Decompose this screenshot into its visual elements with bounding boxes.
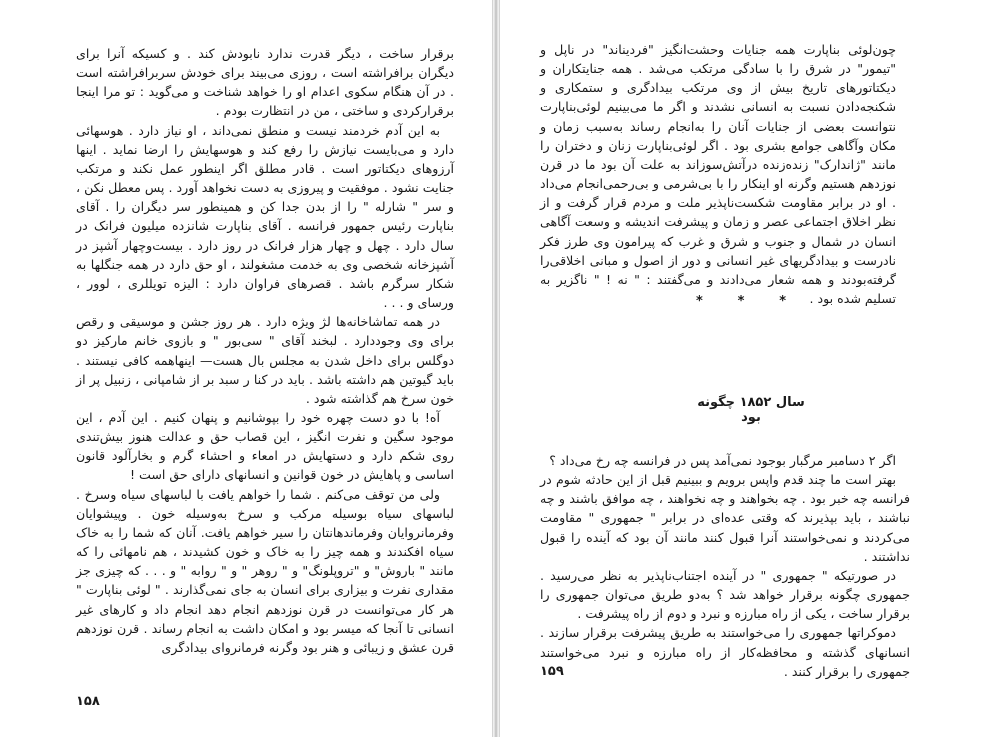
separator-mark: * <box>737 294 745 309</box>
paragraph: آه! با دو دست چهره خود را بپوشانیم و پنهان کنیم . این آدم ، این موجود سگین و نفرت انگیز ، این قصاب حق و عدالت هنوز بیش‌تندی روی شکم دارد و دستهایش در امعاء و احشاء گرم و بخارآلود قانون اساسی و پاهایش در خون قوانین و انسانهای دارای حق است ! <box>76 409 454 483</box>
page-number: ۱۵۸ <box>76 694 100 709</box>
right-page-body-bottom <box>540 451 910 681</box>
right-page-body-top <box>540 40 896 308</box>
paragraph: ولی من توقف می‌کنم . شما را خواهم یافت با لباسهای سیاه وسرخ . لباسهای سیاه بوسیله مرکب و سرخ به‌وسیله خون . وپیشوایان وفرمانروایان وفرماندهانتان را سیر خواهم یافت. آنان که شما را به خاک سیاه افکندند و همه چیز را به خاک و خون کشیدند ، هم نامهائی را که مانند " باروش" و "تروپلونگ" و " روهر " و " روابه " و . . . که چیزی جز مقداری نفرت و بیزاری برای انسان به جای نمی‌گذارند . " لوئی بناپارت " هر کار می‌توانست در قرن نوزدهم انجام دهد انجام داد و کارهای غیر انسانی تا آنجا که میسر بود و امکان داشت به انجام رساند . قرن نوزدهم قرن عشق و زیبائی و هنر بود وگرنه فرمانروای بیدادگری <box>76 486 454 655</box>
separator-mark: * <box>779 294 786 309</box>
right-page <box>500 0 992 737</box>
paragraph: اگر ۲ دسامبر مرگبار بوجود نمی‌آمد پس در فرانسه چه رخ می‌داد ؟ <box>549 453 896 468</box>
paragraph: دموکراتها جمهوری را می‌خواستند به طریق پیشرفت برقرار سازند . انسانهای گذشته و محافظه‌کار از راه مبارزه و نبرد می‌خواستند جمهوری را برقرار کنند . <box>540 625 910 679</box>
paragraph: برقرار ساخت ، دیگر قدرت ندارد نابودش کند . و کسیکه آنرا برای دیگران برافراشته است ، روزی می‌بیند برای خودش سربرافراشته است . در آن هنگام سکوی اعدام او را خواهد شناخت و می‌گوید : تو مرا اینجا برقرارکردی و ساختی ، من در انتظارت بودم . <box>76 46 454 119</box>
paragraph: به این آدم خردمند نیست و منطق نمی‌داند ، او نیاز دارد . هوسهائی دارد و می‌بایست نیازش را رفع کند و هوسهایش را ارضا نماید . اینها آرزوهای دیکتاتور است . قادر مطلق اگر اینطور عمل نکند و مرتکب جنایت نشود . موفقیت و پیروزی به دست نخواهد آورد . پس معطل نکن ، و سر " شارله " را از بدن جدا کن و همینطور سر دیگران را . آقای بناپارت رئیس جمهور فرانسه . آقای بناپارت شانزده میلیون فرانک در سال دارد . چهل و چهار هزار فرانک در روز دارد . بیست‌وچهار آشپز در آشپزخانه شخصی وی به خدمت مشغولند ، او حق دارد در همه جنگلها به شکار سرگرم باشد . قصرهای فراوان دارد : الیزه تویللری ، لوور ، ورسای و . . . <box>76 122 454 311</box>
paragraph: بهتر است ما چند قدم واپس برویم و ببینیم قبل از این حادثه شوم در فرانسه چه خبر بود . چه بخواهند و چه نخواهند ، چه موافق باشند و چه نباشند ، باید بپذیرند که وقتی عده‌ای در برابر " جمهوری " مقاومت می‌کردند و نمی‌خواستند آنرا قبول کنند مانند آن بود که آینده را قبول نداشتند . <box>540 472 910 564</box>
section-separator <box>696 294 786 309</box>
paragraph: چون‌لوئی بناپارت همه جنایات وحشت‌انگیز "فردیناند" در ناپل و "تیمور" در شرق را با سادگی مرتکب می‌شد . همه جنایتکاران و دیکتاتورهای تاریخ بیش از وی مرتکب بیدادگری و ستمکاری و شکنجه‌دادن نسبت به انسانی نشدند و اگر ما می‌بینیم لوئی‌بناپارت نتوانست بعضی از جنایات آنان را به‌انجام رساند به‌سبب زمان و مکان وآگاهی جوامع بشری بود . اگر لوئی‌بناپارت زنان و دختران را مانند "ژاندارک" زنده‌زنده درآتش‌سوزاند به علت آن بود ما در قرن نوزدهم هستیم وگرنه او اینکار را با بی‌شرمی و بی‌رحمی‌انجام می‌داد . او در برابر مقاومت شکست‌ناپذیر ملت و مردم قرار گرفت و از نظر اخلاق اجتماعی عصر و زمان و پیشرفت اندیشه و وسعت آگاهی انسان در شمال و جنوب و شرق و غرب که پیرامون وی طرز فکر نادرست و بیدادگریهای غیر انسانی و دور از اصول و مبانی اخلاقی‌را گرفته‌بودند و همه شعار می‌دادند و می‌گفتند : " نه ! " ناگزیر به تسلیم شده بود . <box>540 42 896 307</box>
paragraph: در همه تماشاخانه‌ها لژ ویژه دارد . هر روز جشن و موسیقی و رقص برای وی وجوددارد . لبخند آقای " سی‌بور " و بازوی خانم مارکیز دو دوگلس برای داخل شدن به مجلس بال هست— اینهاهمه کافی نیستند . باید گیوتین هم داشته باشد . باید در کنا ر سبد بر از شامپانی ، زنبیل پر از خون سرخ هم گذاشته شود . <box>76 314 454 406</box>
page-edge <box>492 0 493 737</box>
separator-mark: * <box>696 294 703 309</box>
left-page <box>0 0 492 737</box>
section-heading: سال ۱۸۵۲ چگونه بود <box>697 395 805 425</box>
page-number: ۱۵۹ <box>540 664 564 679</box>
paragraph: در صورتیکه " جمهوری " در آینده اجتناب‌ناپذیر به نظر می‌رسید . جمهوری چگونه برقرار خواهد شد ؟ به‌دو طریق می‌توان جمهوری را برقرار ساخت ، یکی از راه مبارزه و نبرد و دوم از راه پیشرفت . <box>540 567 910 622</box>
left-page-body <box>76 44 454 657</box>
